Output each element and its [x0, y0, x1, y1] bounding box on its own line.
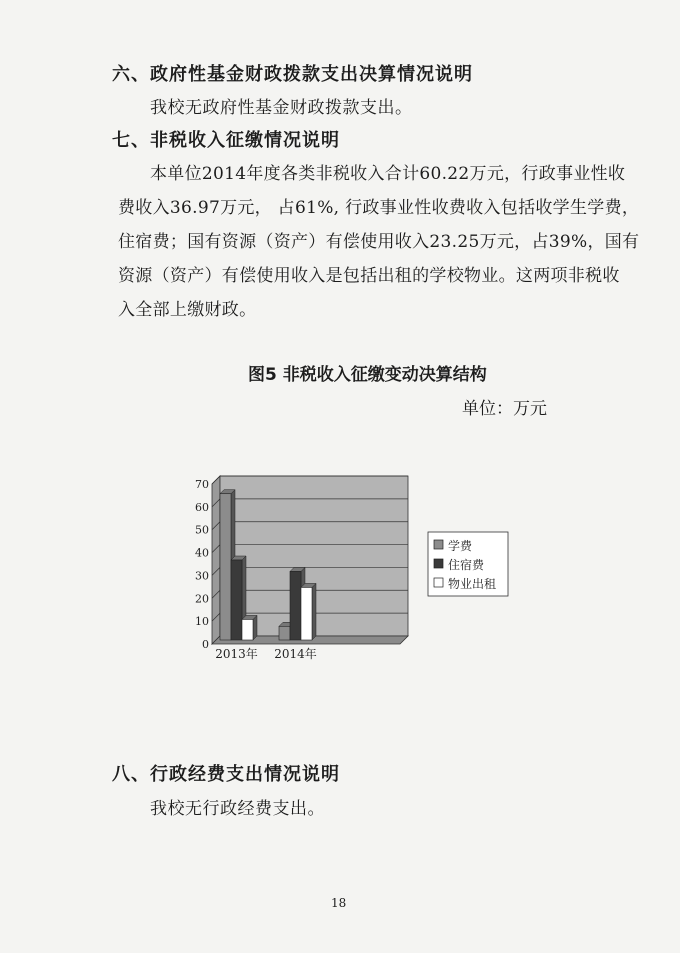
figure-unit: 单位：万元: [462, 399, 547, 419]
section-seven-line-4: 资源（资产）有偿使用收入是包括出租的学校物业。这两项非税收: [118, 266, 620, 286]
legend-label: 学费: [448, 539, 473, 553]
page-number: 18: [331, 896, 347, 910]
section-six-heading: 六、政府性基金财政拨款支出决算情况说明: [112, 64, 473, 85]
y-tick-label: 20: [195, 592, 209, 606]
bar-0-2: [242, 619, 253, 640]
section-seven-line-3: 住宿费；国有资源（资产）有偿使用收入23.25万元，占39%，国有: [118, 232, 640, 252]
y-tick-label: 10: [195, 615, 209, 629]
x-tick-label: 2013年: [215, 647, 258, 661]
y-tick-label: 60: [195, 500, 209, 514]
bar-side: [312, 583, 316, 640]
legend-swatch: [434, 540, 443, 549]
legend-label: 住宿费: [448, 558, 485, 572]
x-tick-label: 2014年: [274, 647, 317, 661]
section-six-body: 我校无政府性基金财政拨款支出。: [150, 98, 413, 118]
y-tick-label: 0: [202, 638, 209, 651]
section-seven-line-1: 本单位2014年度各类非税收入合计60.22万元，行政事业性收: [150, 164, 626, 184]
bar-0-1: [231, 560, 242, 640]
section-eight-body: 我校无行政经费支出。: [150, 799, 325, 819]
bar-0-0: [220, 494, 231, 640]
y-tick-label: 40: [195, 546, 209, 560]
y-tick-label: 30: [195, 569, 209, 583]
bar-1-1: [290, 571, 301, 640]
chart-side-wall: [212, 476, 220, 644]
section-eight-heading: 八、行政经费支出情况说明: [112, 764, 340, 785]
legend-label: 物业出租: [448, 577, 497, 591]
y-tick-label: 70: [195, 478, 209, 491]
section-seven-line-2: 费收入36.97万元， 占61%, 行政事业性收费收入包括收学生学费，: [118, 198, 640, 218]
section-seven-line-5: 入全部上缴财政。: [118, 300, 257, 320]
y-tick-label: 50: [195, 523, 209, 537]
legend-swatch: [434, 559, 443, 568]
bar-1-2: [301, 587, 312, 640]
figure-caption: 图5 非税收入征缴变动决算结构: [248, 365, 487, 385]
bar-chart: [194, 458, 524, 668]
legend-swatch: [434, 578, 443, 587]
bar-1-0: [279, 626, 290, 640]
section-seven-heading: 七、非税收入征缴情况说明: [112, 130, 340, 151]
